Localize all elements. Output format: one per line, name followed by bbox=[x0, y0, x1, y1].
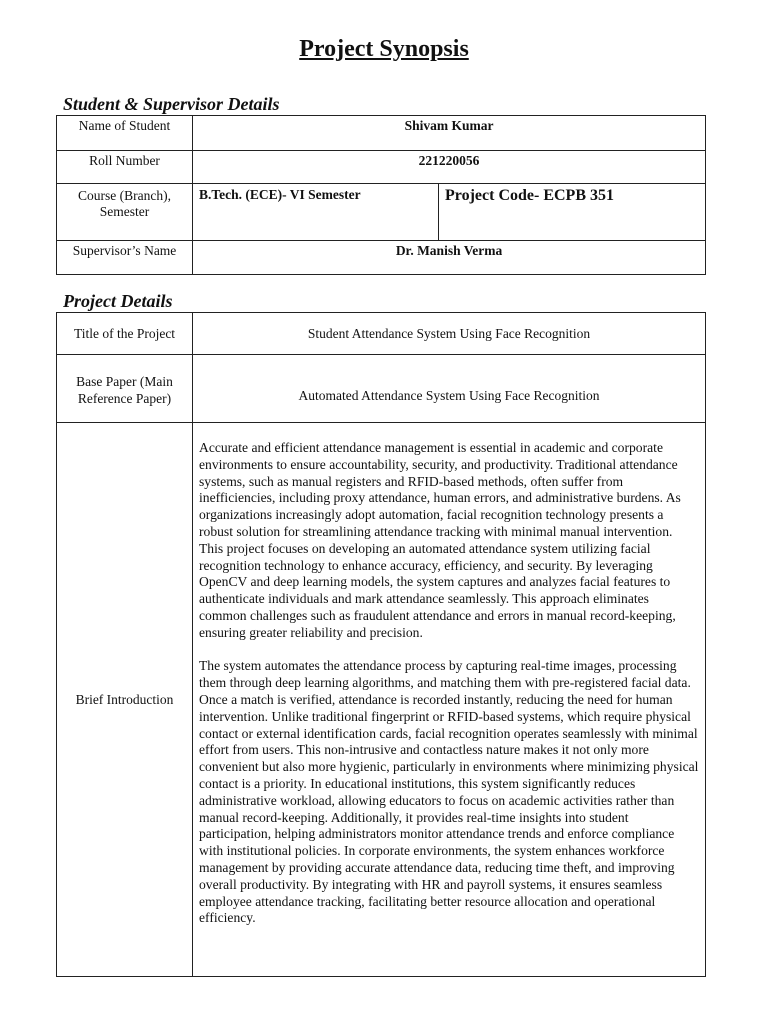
base-paper-title: Automated Attendance System Using Face Recognition bbox=[193, 355, 706, 423]
table-row bbox=[57, 355, 706, 423]
table-row bbox=[57, 151, 706, 184]
project-details-table bbox=[56, 312, 706, 977]
table-row bbox=[57, 423, 706, 977]
student-details-table bbox=[56, 115, 706, 275]
table-row bbox=[57, 116, 706, 151]
supervisor-label: Supervisor’s Name bbox=[57, 241, 193, 275]
table-row bbox=[57, 241, 706, 275]
course-value: B.Tech. (ECE)- VI Semester bbox=[193, 184, 439, 241]
project-section-heading: Project Details bbox=[63, 291, 173, 311]
course-label: Course (Branch), Semester bbox=[57, 184, 193, 241]
table-row bbox=[57, 313, 706, 355]
project-title: Student Attendance System Using Face Recognition bbox=[193, 313, 706, 355]
table-row bbox=[57, 184, 706, 241]
project-title-label: Title of the Project bbox=[57, 313, 193, 355]
page-title: Project Synopsis bbox=[299, 36, 469, 62]
intro-paragraph-2: The system automates the attendance process by capturing real-time images, processing them through deep learning algorithms, and matching them with pre-registered facial data. Once a match is verified, attendance is recorded instantly, reducing the need for human intervention. Unlike traditional fingerprint or RFID-based systems, which require physical contact or external identification cards, facial recognition operates seamlessly with minimal effort from users. This non-intrusive and contactless nature makes it not only more convenient but also more hygienic, particularly in environments where minimizing physical contact is a priority. In educational institutions, this system significantly reduces administrative workload, allowing educators to focus on academic activities rather than manual record-keeping. Additionally, it provides real-time insights into student participation, helping administrators monitor attendance trends and enforce compliance with institutional policies. In corporate environments, the system enhances workforce management by providing accurate attendance data, reducing time theft, and improving overall productivity. By integrating with HR and payroll systems, it ensures seamless employee attendance tracking, facilitating better resource allocation and operational efficiency. bbox=[199, 658, 699, 926]
intro-paragraph-1: Accurate and efficient attendance management is essential in academic and corporate environments to ensure accountability, security, and productivity. Traditional attendance systems, such as manual registers and RFID-based methods, often suffer from inefficiencies, including proxy attendance, human errors, and administrative burdens. As organizations increasingly adopt automation, facial recognition technology presents a robust solution for streamlining attendance tracking with minimal manual intervention. This project focuses on developing an automated attendance system utilizing facial recognition technology to enhance accuracy, efficiency, and security. By leveraging OpenCV and deep learning models, the system captures and analyzes facial features to authenticate individuals and mark attendance seamlessly. This approach eliminates common challenges such as fraudulent attendance and errors in manual record-keeping, ensuring greater reliability and precision. bbox=[199, 440, 681, 640]
name-label: Name of Student bbox=[57, 116, 193, 151]
roll-label: Roll Number bbox=[57, 151, 193, 184]
intro-text bbox=[193, 423, 706, 977]
roll-number: 221220056 bbox=[193, 151, 706, 184]
base-paper-label: Base Paper (Main Reference Paper) bbox=[57, 355, 193, 423]
intro-label: Brief Introduction bbox=[57, 423, 193, 977]
project-code: Project Code- ECPB 351 bbox=[439, 184, 706, 241]
student-name: Shivam Kumar bbox=[193, 116, 706, 151]
supervisor-name: Dr. Manish Verma bbox=[193, 241, 706, 275]
student-section-heading: Student & Supervisor Details bbox=[63, 94, 280, 114]
